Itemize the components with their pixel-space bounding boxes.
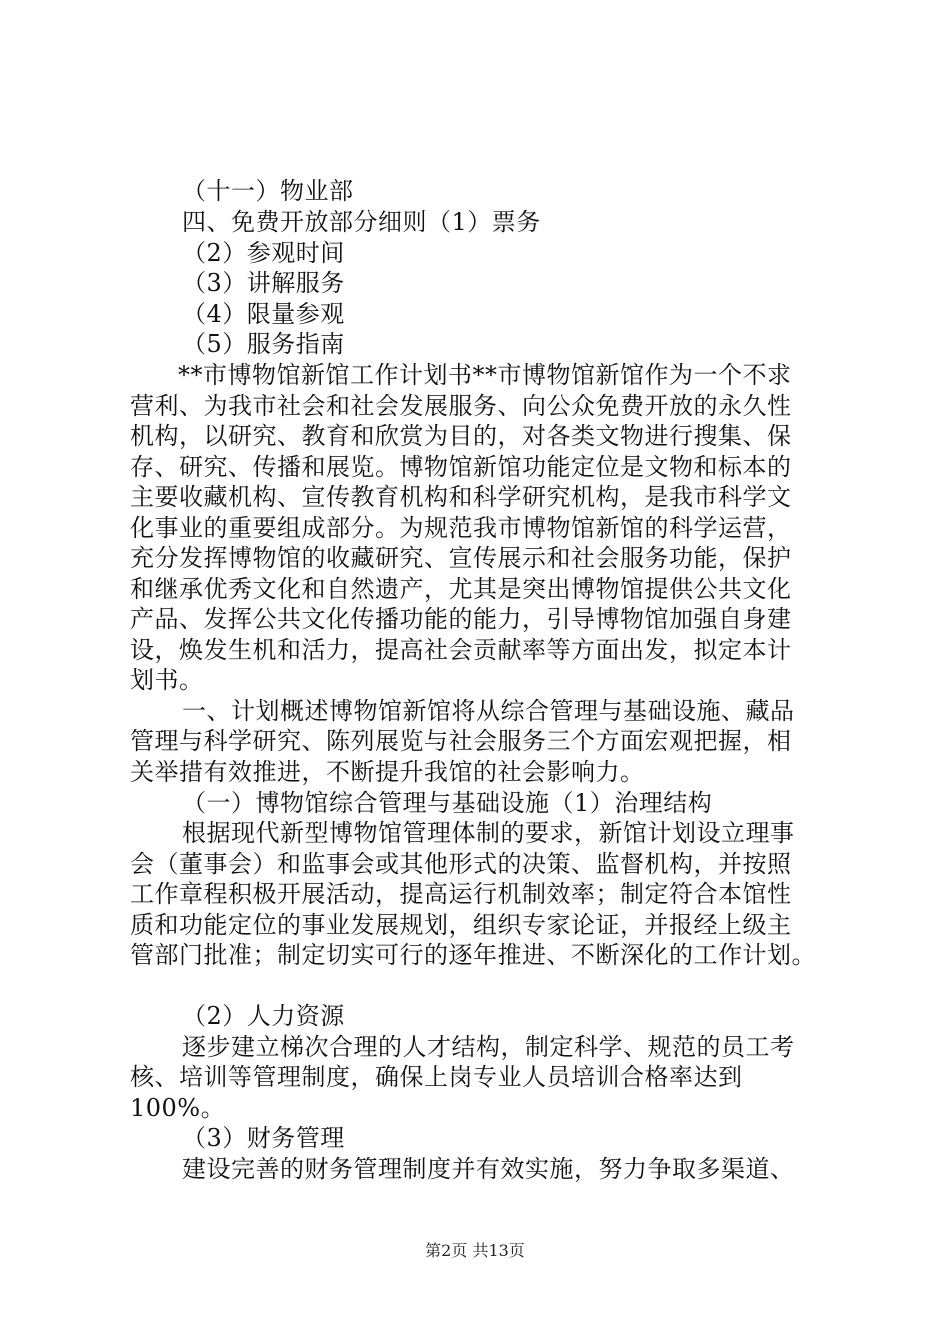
text-line: 产品、发挥公共文化传播功能的能力，引导博物馆加强自身建 [130, 605, 792, 633]
text-line: 管理与科学研究、陈列展览与社会服务三个方面宏观把握，相 [130, 727, 792, 755]
text-line: **市博物馆新馆工作计划书**市博物馆新馆作为一个不求 [178, 361, 792, 389]
text-line: 四、免费开放部分细则（1）票务 [182, 208, 541, 236]
text-line: 存、研究、传播和展览。博物馆新馆功能定位是文物和标本的 [130, 453, 792, 481]
text-line: （3）财务管理 [182, 1124, 345, 1152]
text-line: 逐步建立梯次合理的人才结构，制定科学、规范的员工考 [182, 1033, 795, 1061]
text-line: 核、培训等管理制度，确保上岗专业人员培训合格率达到 [130, 1063, 743, 1091]
text-line: 营利、为我市社会和社会发展服务、向公众免费开放的永久性 [130, 392, 792, 420]
text-line: 会（董事会）和监事会或其他形式的决策、监督机构，并按照 [130, 850, 792, 878]
text-line: 机构，以研究、教育和欣赏为目的，对各类文物进行搜集、保 [130, 422, 792, 450]
text-line: 主要收藏机构、宣传教育机构和科学研究机构，是我市科学文 [130, 483, 792, 511]
text-line: 质和功能定位的事业发展规划，组织专家论证，并报经上级主 [130, 911, 792, 939]
text-line: 100%。 [130, 1094, 226, 1122]
text-line: （5）服务指南 [182, 330, 345, 358]
text-line: 一、计划概述博物馆新馆将从综合管理与基础设施、藏品 [182, 697, 795, 725]
text-line: （2）参观时间 [182, 239, 345, 267]
text-line: （2）人力资源 [182, 1002, 345, 1030]
text-line: 工作章程积极开展活动，提高运行机制效率；制定符合本馆性 [130, 880, 792, 908]
text-line: 和继承优秀文化和自然遗产，尤其是突出博物馆提供公共文化 [130, 575, 792, 603]
text-line: （一）博物馆综合管理与基础设施（1）治理结构 [182, 789, 713, 817]
text-line: 管部门批准；制定切实可行的逐年推进、不断深化的工作计划。 [130, 941, 816, 969]
text-line: 关举措有效推进，不断提升我馆的社会影响力。 [130, 758, 645, 786]
text-line: 充分发挥博物馆的收藏研究、宣传展示和社会服务功能，保护 [130, 544, 792, 572]
text-line: （十一）物业部 [182, 177, 354, 205]
text-line: （4）限量参观 [182, 300, 345, 328]
text-line: （3）讲解服务 [182, 269, 345, 297]
page-number-footer: 第2页 共13页 [425, 1241, 525, 1260]
text-line: 设，焕发生机和活力，提高社会贡献率等方面出发，拟定本计 [130, 636, 792, 664]
text-line: 根据现代新型博物馆管理体制的要求，新馆计划设立理事 [182, 819, 795, 847]
text-line: 建设完善的财务管理制度并有效实施，努力争取多渠道、 [182, 1155, 795, 1183]
text-line: 划书。 [130, 666, 204, 694]
text-line: 化事业的重要组成部分。为规范我市博物馆新馆的科学运营， [130, 514, 792, 542]
